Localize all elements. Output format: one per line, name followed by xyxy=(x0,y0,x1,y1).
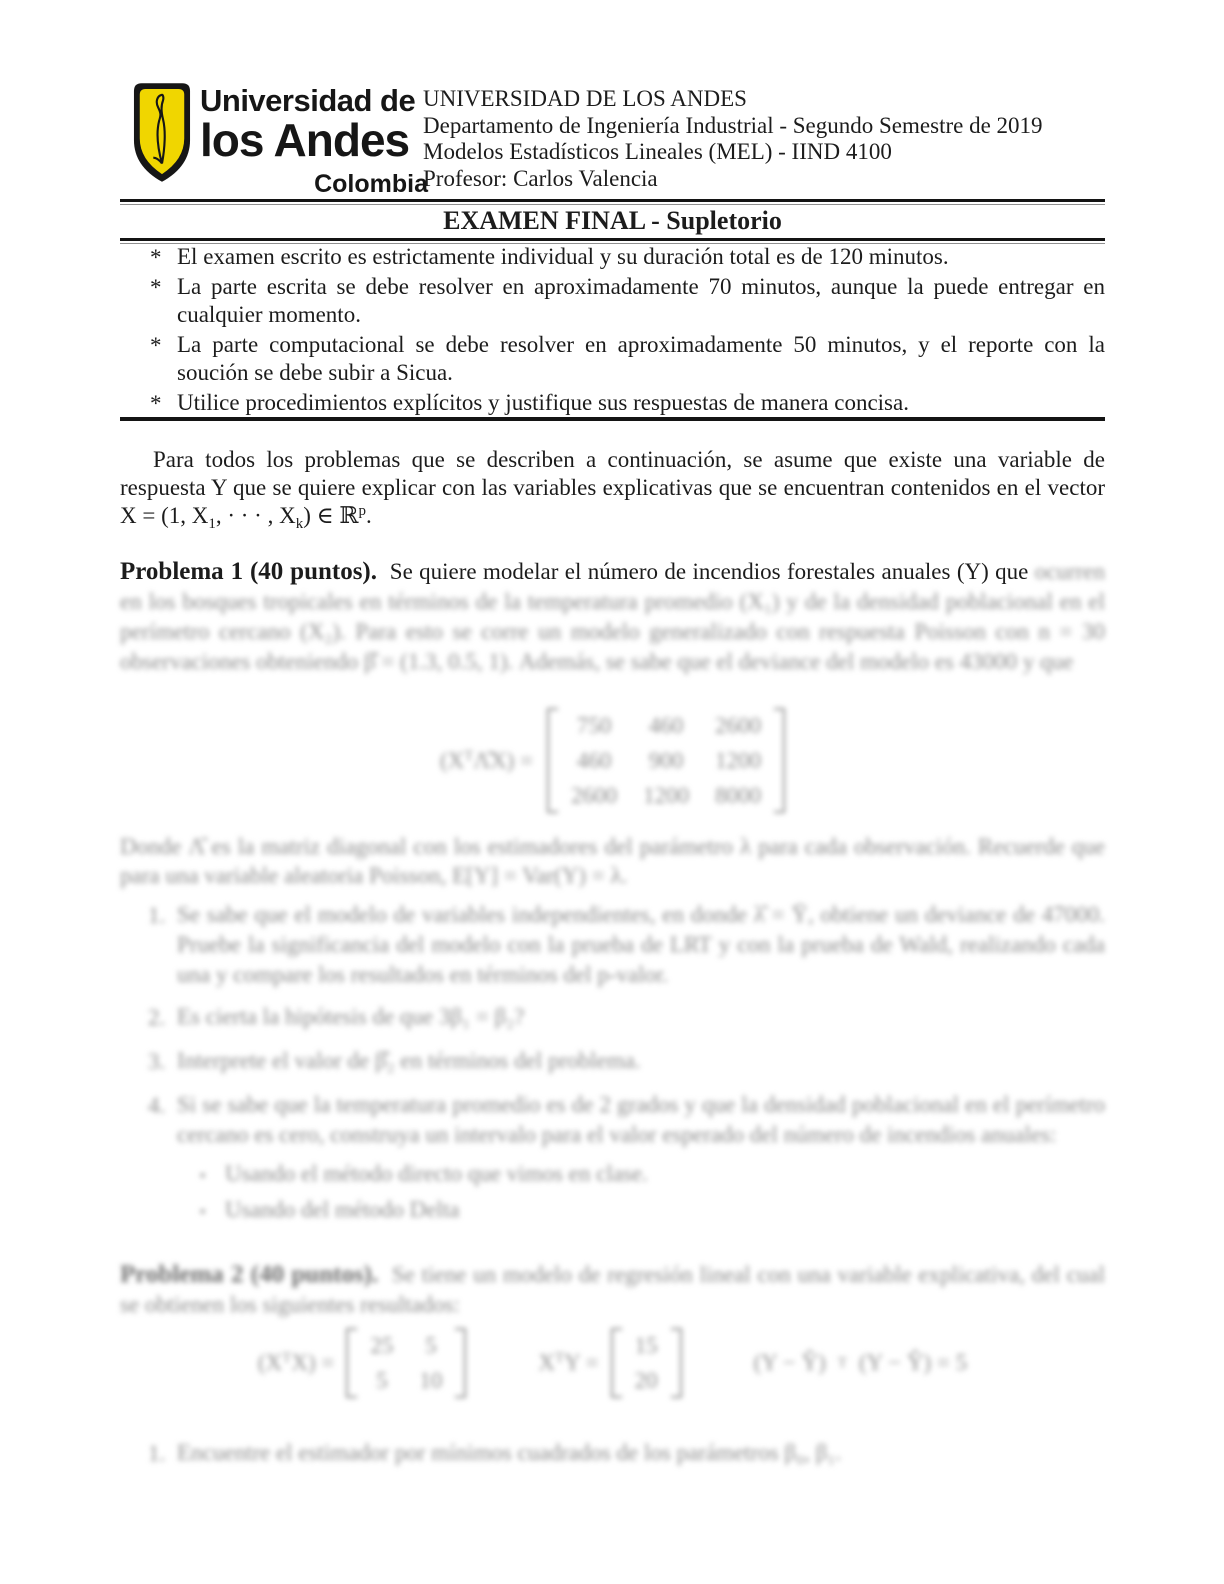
equation-xtx xyxy=(258,1328,466,1398)
xtx-matrix-values xyxy=(558,708,774,813)
problem2-intro: Se tiene un modelo de regresión lineal con una variable explicativa, del cual se obtienen los siguientes resultados: xyxy=(120,1262,1105,1317)
sub-bullet-text: Usando el método directo que vimos en clase. xyxy=(225,1161,648,1186)
instruction-item xyxy=(120,331,1105,387)
asterisk-bullet: * xyxy=(150,245,162,270)
instructions-bottom-rule xyxy=(120,417,1105,421)
problem1-note: Donde Λ̂ es la matriz diagonal con los estimadores del parámetro λ para cada observación. Recuerde que para una variable aleatoria Poisson, E[Y] = Var(Y) = λ. xyxy=(120,834,1105,888)
instruction-item xyxy=(120,243,1105,271)
problem1-heading: Problema 1 (40 puntos). xyxy=(120,558,378,585)
matrix-cell: 5 xyxy=(376,1368,388,1393)
left-bracket xyxy=(346,1328,357,1398)
asterisk-bullet: * xyxy=(150,275,162,300)
item-number: 1. xyxy=(148,1441,166,1466)
superscript-p: p xyxy=(358,503,367,519)
matrix-label-text: Λ̂X) = xyxy=(473,747,534,773)
item-number: 4. xyxy=(148,1093,166,1118)
uniandes-logo-icon xyxy=(133,82,191,183)
equation-label xyxy=(258,1349,334,1377)
matrix xyxy=(346,1328,466,1398)
sub-bullet-text: Usando del método Delta xyxy=(225,1197,460,1222)
matrix-cell: 2600 xyxy=(571,783,618,808)
matrix-cell: 900 xyxy=(648,748,684,773)
problem1-matrix-equation xyxy=(120,708,1105,813)
intro-period: . xyxy=(366,503,372,528)
instruction-text: La parte computacional se debe resolver en aproximadamente 50 minutos, y el reporte con la soución se debe subir a Sicua. xyxy=(177,332,1105,385)
exam-title: EXAMEN FINAL - Supletorio xyxy=(443,206,782,235)
header-course: Modelos Estadísticos Lineales (MEL) - IIND 4100 xyxy=(423,139,892,164)
problem2-heading: Problema 2 (40 puntos). xyxy=(120,1261,379,1288)
matrix-cell: 8000 xyxy=(715,783,762,808)
transpose-superscript: T xyxy=(464,747,474,764)
logo-line2: los Andes xyxy=(200,114,410,166)
transpose-superscript: T xyxy=(554,1350,565,1366)
item-text: Es cierta la hipótesis de que 3β₁ = β₂? xyxy=(177,1004,525,1029)
matrix-cell: 460 xyxy=(648,713,684,738)
intro-paragraph xyxy=(120,446,1105,530)
equation-xty xyxy=(538,1328,681,1398)
instruction-text: La parte escrita se debe resolver en aproximadamente 70 minutos, aunque la puede entregar en cualquier momento. xyxy=(177,274,1105,327)
matrix-cell: 10 xyxy=(419,1368,443,1393)
matrix-cell: 460 xyxy=(576,748,612,773)
matrix-cell: 15 xyxy=(634,1333,658,1358)
title-rule-top-thick xyxy=(120,199,1105,202)
equation-text: (Y − Ŷ) xyxy=(753,1350,826,1375)
item-number: 1. xyxy=(148,903,166,928)
matrix xyxy=(547,708,785,813)
header-department: Departamento de Ingeniería Industrial - Segundo Semestre de 2019 xyxy=(423,112,1043,138)
problem1-intro-clear: Se quiere modelar el número de incendios forestales anuales (Y) que xyxy=(389,559,1029,584)
matrix-cell: 1200 xyxy=(715,748,762,773)
matrix-label xyxy=(440,747,533,775)
subscript-1: 1 xyxy=(208,516,216,532)
asterisk-bullet: * xyxy=(150,391,162,416)
equation-label-text: Y = xyxy=(564,1350,599,1375)
right-bracket xyxy=(671,1328,682,1398)
intro-math: ) ∈ ℝ xyxy=(303,503,359,528)
right-bracket xyxy=(455,1328,466,1398)
problem1-item-3 xyxy=(120,1046,1105,1076)
matrix-cell: 750 xyxy=(576,713,612,738)
square-bullet: ▪ xyxy=(200,1204,206,1220)
item-text: Se sabe que el modelo de variables independientes, en donde λ̂ = Ȳ, obtiene un deviance de 47000. Pruebe la significancia del modelo con la prueba de LRT y con la prueba de Wald, realizando cada una y compare los resultados en términos del p-valor. xyxy=(177,902,1105,987)
instruction-item xyxy=(120,273,1105,329)
title-rule-bottom-thick xyxy=(120,238,1105,241)
xtx-2x2-values xyxy=(357,1328,455,1398)
item-text: Si se sabe que la temperatura promedio es de 2 grados y que la densidad poblacional en el perímetro cercano es cero, construya un intervalo para el valor esperado del número de incendios anuales: xyxy=(177,1092,1105,1147)
square-bullet: ▪ xyxy=(200,1168,206,1184)
subscript-k: k xyxy=(295,516,304,532)
matrix-cell: 25 xyxy=(370,1333,394,1358)
matrix-cell: 1200 xyxy=(643,783,690,808)
item-number: 3. xyxy=(148,1049,166,1074)
matrix-cell: 2600 xyxy=(715,713,762,738)
instruction-item xyxy=(120,389,1105,417)
item-text: Encuentre el estimador por mínimos cuadrados de los parámetros β₀, β₁. xyxy=(177,1440,842,1465)
problem1-item-1 xyxy=(120,900,1105,990)
logo-country: Colombia xyxy=(314,170,428,198)
matrix xyxy=(611,1328,682,1398)
equation-label-text: (X xyxy=(257,1350,283,1375)
equation-text: (Y − Ŷ) = 5 xyxy=(858,1350,968,1375)
matrix-label-text: (X xyxy=(439,747,465,773)
left-bracket xyxy=(547,708,558,813)
logo-line1: Universidad de xyxy=(200,83,416,118)
problem2-paragraph xyxy=(120,1260,1105,1320)
title-rule-top-thin xyxy=(120,204,1105,205)
intro-math: , · · · , X xyxy=(215,503,296,528)
problem1-item-2 xyxy=(120,1002,1105,1032)
title-block xyxy=(120,199,1105,244)
equation-label-text: X) = xyxy=(291,1350,335,1375)
equation-label xyxy=(538,1349,598,1377)
problem1-item-4 xyxy=(120,1090,1105,1150)
problem1-paragraph xyxy=(120,557,1105,677)
instructions-list xyxy=(120,243,1105,419)
right-bracket xyxy=(774,708,785,813)
matrix-cell: 5 xyxy=(425,1333,437,1358)
item-text: Interprete el valor de β̂₂ en términos del problema. xyxy=(177,1048,641,1073)
logo-wordmark xyxy=(200,84,428,197)
transpose-superscript: T xyxy=(282,1350,292,1366)
equation-label-text: X xyxy=(538,1350,555,1375)
instruction-text: Utilice procedimientos explícitos y justifique sus respuestas de manera concisa. xyxy=(177,390,909,415)
item-number: 2. xyxy=(148,1005,166,1030)
instruction-text: El examen escrito es estrictamente individual y su duración total es de 120 minutos. xyxy=(177,244,949,269)
header-info xyxy=(423,86,1043,192)
problem2-equations xyxy=(120,1328,1105,1398)
asterisk-bullet: * xyxy=(150,333,162,358)
sub-bullet-item xyxy=(120,1160,1105,1188)
sub-bullet-item xyxy=(120,1196,1105,1224)
problem1-sub-bullets xyxy=(120,1160,1105,1232)
equation-residual: (Y − Ŷ) T (Y − Ŷ) = 5 xyxy=(753,1350,968,1375)
intro-text: Para todos los problemas que se describen a continuación, se asume que existe una variable de respuesta Y que se quiere explicar con las variables explicativas que se encuentran contenidos en el vector xyxy=(120,447,1105,500)
header-professor: Profesor: Carlos Valencia xyxy=(423,165,658,191)
xty-2x1-values xyxy=(622,1328,671,1398)
problem1-intro-blurred: ocurren en los bosques tropicales en términos de la temperatura promedio (X₁) y de la densidad poblacional en el perímetro cercano (X₂). Para esto se corre un modelo generalizado con respuesta Poisson con n = 30 observaciones obteniendo β̂ = (1.3, 0.5, 1). Además, se sabe que el deviance del modelo es 43000 y que xyxy=(120,559,1106,674)
problem2-item-1 xyxy=(120,1438,1105,1468)
left-bracket xyxy=(611,1328,622,1398)
intro-math: X = (1, X xyxy=(120,503,209,528)
header-university: UNIVERSIDAD DE LOS ANDES xyxy=(423,86,747,111)
matrix-cell: 20 xyxy=(634,1368,658,1393)
